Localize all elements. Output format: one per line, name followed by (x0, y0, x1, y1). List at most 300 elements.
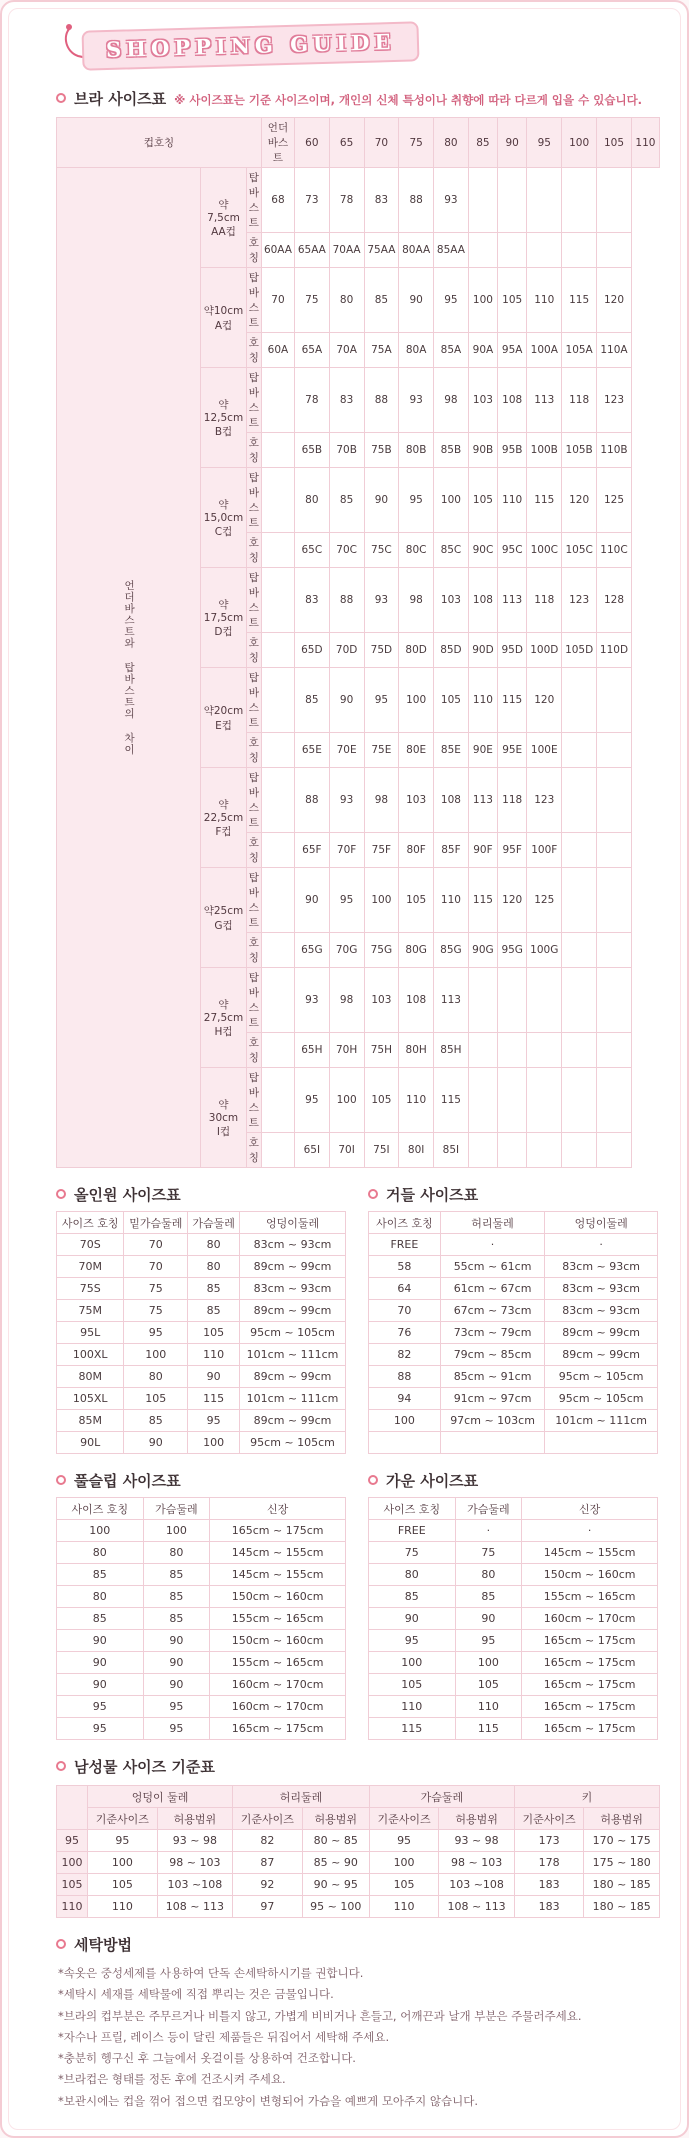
bra-topbust-value (597, 968, 632, 1033)
gown-cell: 90 (455, 1608, 522, 1630)
table-row (57, 1300, 346, 1322)
gown-cell: 165cm ~ 175cm (522, 1652, 658, 1674)
bra-topbust-value: 75 (294, 268, 329, 333)
mens-cell: 105 (369, 1874, 439, 1896)
gown-cell: 165cm ~ 175cm (522, 1674, 658, 1696)
bra-topbust-value: 103 (434, 568, 469, 633)
allinone-header-cell: 밑가슴둘레 (124, 1212, 188, 1234)
allinone-cell: 85 (188, 1278, 240, 1300)
bra-hocing-value: 75B (364, 433, 399, 468)
bra-topbust-value: 108 (468, 568, 497, 633)
mens-subheader: 기준사이즈 (369, 1808, 439, 1830)
bra-topbust-value (468, 1068, 497, 1133)
allinone-cell: 89cm ~ 99cm (240, 1366, 346, 1388)
bra-size-header: 100 (562, 118, 597, 168)
bra-topbust-value (498, 168, 527, 233)
allinone-cell: 80 (188, 1256, 240, 1278)
mens-cell: 82 (233, 1830, 303, 1852)
allinone-cell: 70 (124, 1256, 188, 1278)
bra-topbust-value: 105 (468, 468, 497, 533)
fullslip-cell: 95 (57, 1696, 144, 1718)
bra-topbust-value (597, 768, 632, 833)
girdle-cell: · (545, 1234, 658, 1256)
mens-cell: 178 (514, 1852, 584, 1874)
mens-cell: 110 (369, 1896, 439, 1918)
bra-hocing-value: 100D (527, 633, 562, 668)
table-header-row (57, 1498, 346, 1520)
fullslip-cell: 85 (57, 1564, 144, 1586)
bra-topbust-value (562, 968, 597, 1033)
bra-hocing-value: 65B (294, 433, 329, 468)
fullslip-header-cell: 사이즈 호칭 (57, 1498, 144, 1520)
allinone-cell: 115 (188, 1388, 240, 1410)
bra-size-header: 105 (597, 118, 632, 168)
bra-section-title: 브라 사이즈표 (74, 90, 167, 108)
bra-topbust-value: 78 (294, 368, 329, 433)
mens-cell: 93 ~ 98 (157, 1830, 233, 1852)
bra-hocing-value (597, 1033, 632, 1068)
table-row (369, 1674, 658, 1696)
bra-hocing-value: 75C (364, 533, 399, 568)
bra-row-label-topbust: 탑바스트 (246, 768, 261, 833)
bra-topbust-value: 88 (294, 768, 329, 833)
bra-topbust-value: 103 (399, 768, 434, 833)
bra-row-label-topbust: 탑바스트 (246, 168, 261, 233)
table-row (57, 1718, 346, 1740)
girdle-cell: 64 (369, 1278, 441, 1300)
wash-instruction-item: *자수나 프릴, 레이스 등이 달린 제품들은 뒤집어서 세탁해 주세요. (58, 2029, 390, 2044)
bra-topbust-value (261, 968, 294, 1033)
bra-topbust-value: 123 (562, 568, 597, 633)
mens-cell: 85 ~ 90 (302, 1852, 369, 1874)
fullslip-cell: 80 (57, 1586, 144, 1608)
bra-size-table (56, 117, 660, 1168)
banner-plate (82, 21, 420, 70)
gown-header-cell: 사이즈 호칭 (369, 1498, 456, 1520)
bra-cup-label: 약12,5cm B컵 (201, 368, 247, 468)
bra-hocing-value: 60AA (261, 233, 294, 268)
section-heading-bra (26, 88, 663, 109)
mens-subheader: 기준사이즈 (88, 1808, 158, 1830)
bra-hocing-value (468, 1133, 497, 1168)
mens-group-header: 키 (514, 1786, 659, 1808)
mens-cell: 105 (88, 1874, 158, 1896)
wash-instruction-item: *보관시에는 컵을 꺾어 접으면 컵모양이 변형되어 가슴을 예쁘게 모아주지 않습니다. (58, 2093, 479, 2108)
bra-hocing-value (562, 233, 597, 268)
fullslip-section-title: 풀슬립 사이즈표 (74, 1472, 181, 1490)
fullslip-cell: 85 (143, 1586, 210, 1608)
girdle-cell: 97cm ~ 103cm (440, 1410, 545, 1432)
girdle-cell: 89cm ~ 99cm (545, 1322, 658, 1344)
bra-hocing-value: 65H (294, 1033, 329, 1068)
bra-hocing-value: 75AA (364, 233, 399, 268)
bra-hocing-value: 105C (562, 533, 597, 568)
bra-row-label-hocing: 호칭 (246, 833, 261, 868)
gown-cell: · (455, 1520, 522, 1542)
bra-hocing-value: 95G (498, 933, 527, 968)
bra-topbust-value (468, 968, 497, 1033)
bra-cup-label: 약15,0cm C컵 (201, 468, 247, 568)
mens-cell: 105 (57, 1874, 88, 1896)
table-row (369, 1278, 658, 1300)
mens-cell: 90 ~ 95 (302, 1874, 369, 1896)
bra-corner-label: 컵호칭 (57, 118, 262, 168)
section-heading-fullslip (56, 1470, 346, 1491)
bra-hocing-value (597, 933, 632, 968)
bra-hocing-value: 70B (329, 433, 364, 468)
bra-hocing-value (261, 833, 294, 868)
bra-hocing-value: 95E (498, 733, 527, 768)
mens-corner-cell (57, 1786, 88, 1830)
mens-cell: 100 (88, 1852, 158, 1874)
bra-size-header: 90 (498, 118, 527, 168)
bra-hocing-value (562, 1033, 597, 1068)
gown-cell: 115 (455, 1718, 522, 1740)
bra-topbust-value: 85 (364, 268, 399, 333)
bra-topbust-value: 83 (364, 168, 399, 233)
allinone-cell: 105 (124, 1388, 188, 1410)
bra-size-header: 60 (294, 118, 329, 168)
bra-size-header: 75 (399, 118, 434, 168)
bra-topbust-value: 73 (294, 168, 329, 233)
fullslip-cell: 90 (143, 1674, 210, 1696)
table-header-row (57, 1786, 660, 1808)
bra-hocing-value: 100E (527, 733, 562, 768)
gown-size-table (368, 1497, 658, 1740)
bra-size-header: 70 (364, 118, 399, 168)
bra-hocing-value: 70AA (329, 233, 364, 268)
bra-topbust-value: 85 (294, 668, 329, 733)
bra-topbust-value (261, 868, 294, 933)
gown-cell: 110 (369, 1696, 456, 1718)
allinone-cell: 100 (188, 1432, 240, 1454)
girdle-cell (440, 1432, 545, 1454)
bra-row-label-topbust: 탑바스트 (246, 468, 261, 533)
bra-hocing-value: 90F (468, 833, 497, 868)
bra-topbust-value: 83 (294, 568, 329, 633)
bra-hocing-value: 90D (468, 633, 497, 668)
bra-topbust-value: 95 (329, 868, 364, 933)
bra-hocing-value: 95D (498, 633, 527, 668)
bra-hocing-value: 90G (468, 933, 497, 968)
girdle-cell (545, 1432, 658, 1454)
mens-cell: 173 (514, 1830, 584, 1852)
bra-topbust-value: 108 (498, 368, 527, 433)
allinone-cell: 83cm ~ 93cm (240, 1278, 346, 1300)
bra-topbust-value: 103 (364, 968, 399, 1033)
bra-hocing-value: 75D (364, 633, 399, 668)
bra-topbust-value: 108 (399, 968, 434, 1033)
bra-row-label-hocing: 호칭 (246, 1133, 261, 1168)
bra-topbust-value: 125 (597, 468, 632, 533)
gown-cell: 165cm ~ 175cm (522, 1630, 658, 1652)
girdle-cell: 95cm ~ 105cm (545, 1388, 658, 1410)
bra-topbust-value (562, 668, 597, 733)
bra-topbust-value (498, 968, 527, 1033)
bra-topbust-value: 90 (294, 868, 329, 933)
mens-size-table (56, 1785, 660, 1918)
wash-instruction-item: *충분히 헹구신 후 그늘에서 옷걸이를 상용하여 건조합니다. (58, 2051, 356, 2066)
bra-hocing-value: 90B (468, 433, 497, 468)
gown-cell: 105 (369, 1674, 456, 1696)
fullslip-cell: 80 (57, 1542, 144, 1564)
allinone-cell: 100XL (57, 1344, 124, 1366)
bra-topbust-value (468, 168, 497, 233)
girdle-cell: 101cm ~ 111cm (545, 1410, 658, 1432)
bra-hocing-value (261, 1133, 294, 1168)
bra-row-label-hocing: 호칭 (246, 933, 261, 968)
table-row (57, 1388, 346, 1410)
gown-cell: 105 (455, 1674, 522, 1696)
girdle-cell: 70 (369, 1300, 441, 1322)
gown-header-cell: 가슴둘레 (455, 1498, 522, 1520)
bra-hocing-value (597, 1133, 632, 1168)
bra-topbust-value (597, 1068, 632, 1133)
bra-topbust-value: 128 (597, 568, 632, 633)
mens-cell: 180 ~ 185 (584, 1874, 660, 1896)
bra-topbust-value (562, 768, 597, 833)
bra-hocing-value: 70E (329, 733, 364, 768)
table-row (369, 1608, 658, 1630)
table-row (57, 1520, 346, 1542)
table-row (57, 1674, 346, 1696)
girdle-cell: 83cm ~ 93cm (545, 1300, 658, 1322)
table-row (57, 1564, 346, 1586)
mens-cell: 108 ~ 113 (439, 1896, 515, 1918)
bra-row-label-hocing: 호칭 (246, 233, 261, 268)
girdle-cell: 76 (369, 1322, 441, 1344)
bra-hocing-value (261, 933, 294, 968)
bra-cup-label: 약7,5cm AA컵 (201, 168, 247, 268)
bra-hocing-value: 100G (527, 933, 562, 968)
gown-cell: 165cm ~ 175cm (522, 1696, 658, 1718)
bra-hocing-value: 110B (597, 433, 632, 468)
bra-hocing-value: 80C (399, 533, 434, 568)
bra-row-label-topbust: 탑바스트 (246, 368, 261, 433)
girdle-cell: FREE (369, 1234, 441, 1256)
mens-cell: 95 ~ 100 (302, 1896, 369, 1918)
bra-hocing-value: 70A (329, 333, 364, 368)
gown-cell: 155cm ~ 165cm (522, 1586, 658, 1608)
table-header-row (369, 1212, 658, 1234)
mens-cell: 183 (514, 1874, 584, 1896)
bra-hocing-value (527, 1033, 562, 1068)
bra-row-label-topbust: 탑바스트 (246, 268, 261, 333)
allinone-header-cell: 가슴둘레 (188, 1212, 240, 1234)
allinone-cell: 70 (124, 1234, 188, 1256)
fullslip-cell: 155cm ~ 165cm (210, 1608, 346, 1630)
bra-topbust-value: 118 (527, 568, 562, 633)
mens-group-header: 허리둘레 (233, 1786, 370, 1808)
gown-section-title: 가운 사이즈표 (386, 1472, 479, 1490)
girdle-cell: 58 (369, 1256, 441, 1278)
bra-hocing-value: 105B (562, 433, 597, 468)
girdle-cell: 89cm ~ 99cm (545, 1344, 658, 1366)
table-row (57, 1852, 660, 1874)
bra-hocing-value: 70G (329, 933, 364, 968)
allinone-cell: 95 (188, 1410, 240, 1432)
bra-hocing-value: 65E (294, 733, 329, 768)
allinone-cell: 100 (124, 1344, 188, 1366)
bra-hocing-value (468, 1033, 497, 1068)
bra-topbust-value: 93 (434, 168, 469, 233)
bra-topbust-value (527, 1068, 562, 1133)
table-row (369, 1520, 658, 1542)
mens-group-header: 엉덩이 둘레 (88, 1786, 233, 1808)
bra-hocing-value: 70H (329, 1033, 364, 1068)
table-row (369, 1586, 658, 1608)
fullslip-cell: 90 (57, 1630, 144, 1652)
table-row (57, 1874, 660, 1896)
fullslip-cell: 90 (57, 1674, 144, 1696)
bra-topbust-value: 115 (527, 468, 562, 533)
bra-hocing-value: 65I (294, 1133, 329, 1168)
bra-hocing-value: 80B (399, 433, 434, 468)
gown-cell: 85 (455, 1586, 522, 1608)
bra-topbust-value: 105 (399, 868, 434, 933)
gown-cell: 100 (369, 1652, 456, 1674)
bra-topbust-value: 95 (364, 668, 399, 733)
allinone-cell: 105XL (57, 1388, 124, 1410)
bra-hocing-value (562, 733, 597, 768)
table-row (57, 1256, 346, 1278)
gown-cell: 85 (369, 1586, 456, 1608)
bra-topbust-value: 110 (468, 668, 497, 733)
bra-hocing-value: 100C (527, 533, 562, 568)
wash-instruction-item: *세탁시 세재를 세탁물에 직접 뿌리는 것은 금물입니다. (58, 1987, 334, 2002)
bra-size-header: 95 (527, 118, 562, 168)
fullslip-header-cell: 신장 (210, 1498, 346, 1520)
bra-topbust-value: 113 (527, 368, 562, 433)
table-row (369, 1564, 658, 1586)
section-heading-mens (26, 1756, 663, 1777)
bra-hocing-value: 105A (562, 333, 597, 368)
ring-bullet-icon (56, 1939, 66, 1949)
bra-hocing-value: 70C (329, 533, 364, 568)
allinone-cell: 89cm ~ 99cm (240, 1256, 346, 1278)
bra-topbust-value: 93 (364, 568, 399, 633)
girdle-cell: 83cm ~ 93cm (545, 1256, 658, 1278)
fullslip-cell: 155cm ~ 165cm (210, 1652, 346, 1674)
bra-hocing-value (498, 1033, 527, 1068)
bra-row-label-topbust: 탑바스트 (246, 968, 261, 1033)
fullslip-cell: 160cm ~ 170cm (210, 1696, 346, 1718)
bra-size-header: 85 (468, 118, 497, 168)
table-header-row (369, 1498, 658, 1520)
table-row (369, 1718, 658, 1740)
bra-topbust-value: 110 (527, 268, 562, 333)
girdle-cell: 79cm ~ 85cm (440, 1344, 545, 1366)
bra-topbust-value: 90 (364, 468, 399, 533)
table-row (369, 1300, 658, 1322)
fullslip-cell: 150cm ~ 160cm (210, 1586, 346, 1608)
section-heading-allinone (56, 1184, 346, 1205)
girdle-header-cell: 허리둘레 (440, 1212, 545, 1234)
bra-hocing-value: 85A (434, 333, 469, 368)
fullslip-cell: 165cm ~ 175cm (210, 1520, 346, 1542)
bra-hocing-value (498, 233, 527, 268)
mens-subheader: 기준사이즈 (233, 1808, 303, 1830)
mens-cell: 103 ~108 (157, 1874, 233, 1896)
bra-cup-label: 약20cm E컵 (201, 668, 247, 768)
bra-hocing-value: 80E (399, 733, 434, 768)
bra-size-header: 110 (631, 118, 659, 168)
bra-topbust-value: 105 (364, 1068, 399, 1133)
bra-hocing-value: 80AA (399, 233, 434, 268)
bra-hocing-value (261, 533, 294, 568)
bra-topbust-value: 115 (562, 268, 597, 333)
bra-hocing-value: 65G (294, 933, 329, 968)
allinone-cell: 95 (124, 1322, 188, 1344)
gown-cell: FREE (369, 1520, 456, 1542)
table-row (369, 1542, 658, 1564)
gown-header-cell: 신장 (522, 1498, 658, 1520)
bra-topbust-value: 80 (294, 468, 329, 533)
allinone-cell: 95cm ~ 105cm (240, 1432, 346, 1454)
bra-hocing-value: 95C (498, 533, 527, 568)
row-headings-fullslip-gown (26, 1454, 663, 1497)
bra-topbust-value: 123 (527, 768, 562, 833)
table-row (57, 1652, 346, 1674)
bra-topbust-value: 93 (294, 968, 329, 1033)
ring-bullet-icon (56, 93, 66, 103)
mens-subheader: 기준사이즈 (514, 1808, 584, 1830)
bra-row-label-hocing: 호칭 (246, 1033, 261, 1068)
bra-hocing-value: 75H (364, 1033, 399, 1068)
girdle-cell: 83cm ~ 93cm (545, 1278, 658, 1300)
bra-topbust-value: 108 (434, 768, 469, 833)
allinone-cell: 101cm ~ 111cm (240, 1344, 346, 1366)
table-row (369, 1344, 658, 1366)
fullslip-cell: 150cm ~ 160cm (210, 1630, 346, 1652)
bra-topbust-value: 95 (399, 468, 434, 533)
mens-cell: 80 ~ 85 (302, 1830, 369, 1852)
table-row (369, 1234, 658, 1256)
gown-cell: 75 (455, 1542, 522, 1564)
girdle-section-title: 거들 사이즈표 (386, 1186, 479, 1204)
bra-topbust-value: 100 (468, 268, 497, 333)
bra-row-label-topbust: 탑바스트 (246, 868, 261, 933)
header-banner (60, 20, 663, 72)
bra-topbust-value (261, 768, 294, 833)
gown-cell: 80 (455, 1564, 522, 1586)
mens-cell: 92 (233, 1874, 303, 1896)
table-row (57, 168, 660, 233)
bra-hocing-value: 85E (434, 733, 469, 768)
fullslip-cell: 85 (143, 1608, 210, 1630)
bra-hocing-value: 65C (294, 533, 329, 568)
gown-cell: 80 (369, 1564, 456, 1586)
table-row (57, 1630, 346, 1652)
allinone-cell: 105 (188, 1322, 240, 1344)
girdle-cell: 61cm ~ 67cm (440, 1278, 545, 1300)
fullslip-cell: 95 (57, 1718, 144, 1740)
bra-hocing-value: 65A (294, 333, 329, 368)
bra-hocing-value: 105D (562, 633, 597, 668)
row-tables-allinone-girdle (26, 1211, 663, 1454)
bra-topbust-value: 98 (329, 968, 364, 1033)
row-tables-fullslip-gown (26, 1497, 663, 1740)
bra-topbust-value: 95 (294, 1068, 329, 1133)
bra-topbust-value: 110 (399, 1068, 434, 1133)
bra-topbust-value: 98 (399, 568, 434, 633)
bra-hocing-value: 95B (498, 433, 527, 468)
bra-topbust-value: 105 (498, 268, 527, 333)
girdle-cell (369, 1432, 441, 1454)
bra-hocing-value: 85H (434, 1033, 469, 1068)
table-row (369, 1256, 658, 1278)
bra-hocing-value: 85C (434, 533, 469, 568)
